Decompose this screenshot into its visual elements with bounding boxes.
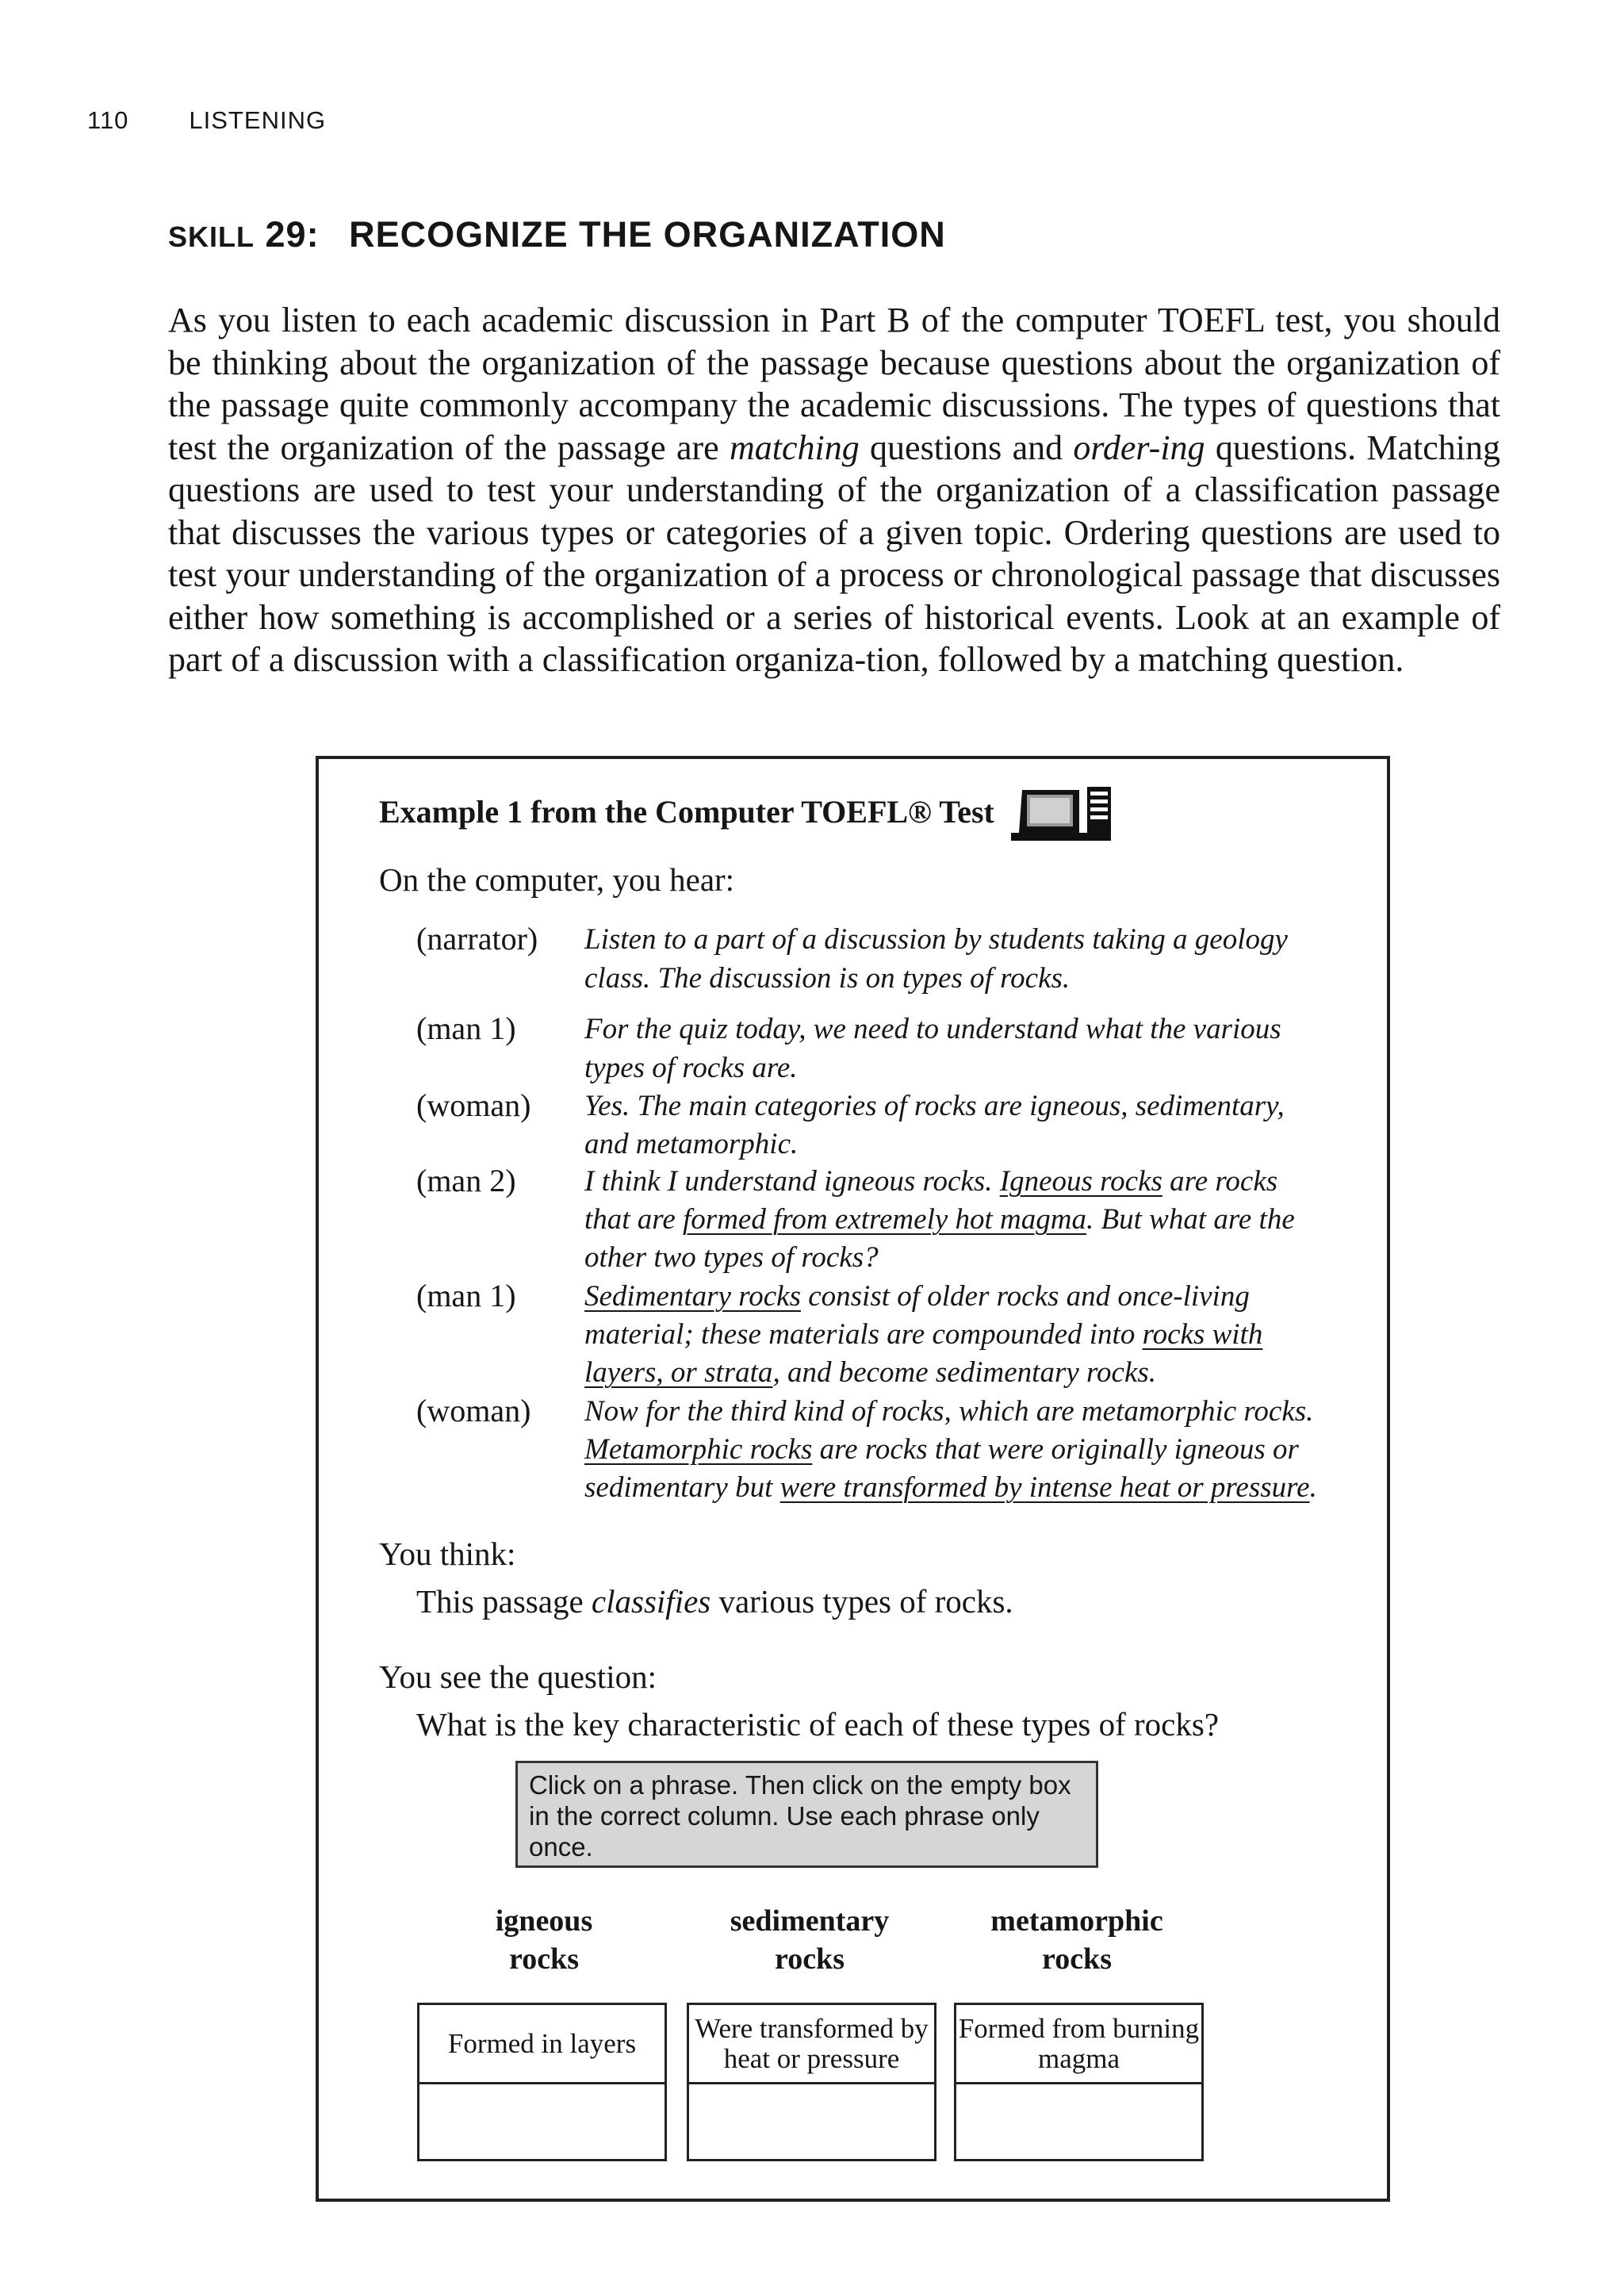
column-heading-line: rocks <box>1042 1942 1112 1976</box>
dialogue-line: class. The discussion is on types of rocks. <box>584 962 1071 995</box>
dialogue-line <box>584 1470 1317 1505</box>
dialogue-line <box>584 1355 1156 1390</box>
dialogue-line <box>584 1164 1277 1198</box>
intro-ordering: order-ing <box>1073 428 1205 467</box>
think-text-a: This passage <box>416 1583 592 1620</box>
line-text: . <box>1309 1471 1317 1504</box>
see-question-label: You see the question: <box>379 1658 657 1695</box>
line-text: I think I understand igneous rocks. <box>584 1165 1000 1198</box>
intro-paragraph <box>168 299 1500 681</box>
line-text: . But what are the <box>1086 1203 1295 1236</box>
dialogue-line <box>584 1202 1295 1237</box>
speaker-man-2: (man 2) <box>416 1163 516 1198</box>
think-text-b: various types of rocks. <box>710 1583 1013 1620</box>
intro-text-3: questions. Matching questions are used to test your understanding of the organization of a classification passage that discusses the various types or categories of a given topic. Ordering questions are used to test your understanding of the organization of a process or chronological passage that discusses either how something is accomplished or a series of historical events. Look at an example of part of a discussion with a classification organiza-tion, followed by a matching question. <box>168 428 1500 679</box>
instruction-box: Click on a phrase. Then click on the empty box in the correct column. Use each phrase only once. <box>515 1761 1098 1868</box>
column-heading-line: rocks <box>509 1942 579 1976</box>
section-name: LISTENING <box>189 106 327 134</box>
dialogue-line: Now for the third kind of rocks, which are metamorphic rocks. <box>584 1395 1314 1428</box>
column-heading-line: metamorphic <box>990 1904 1163 1938</box>
line-text: sedimentary but <box>584 1471 780 1504</box>
speaker-man-1: (man 1) <box>416 1278 516 1313</box>
underlined-phrase: rocks with <box>1142 1318 1263 1351</box>
dialogue-line: and metamorphic. <box>584 1128 799 1160</box>
skill-number: 29: <box>265 214 320 255</box>
phrase-were-transformed[interactable]: Were transformed by heat or pressure <box>687 2003 936 2084</box>
underlined-phrase: formed from extremely hot magma <box>683 1203 1087 1236</box>
hear-label: On the computer, you hear: <box>379 861 735 898</box>
question-text: What is the key characteristic of each of these types of rocks? <box>416 1706 1220 1743</box>
think-text <box>416 1582 1013 1620</box>
phrase-formed-in-layers[interactable]: Formed in layers <box>417 2003 667 2084</box>
dialogue-line <box>584 1432 1299 1467</box>
page-number: 110 <box>87 106 129 134</box>
skill-heading <box>168 214 946 255</box>
line-text: that are <box>584 1203 684 1236</box>
skill-prefix: SKILL <box>168 220 255 253</box>
speaker-narrator: (narrator) <box>416 921 538 957</box>
underlined-phrase: Metamorphic rocks <box>584 1433 813 1466</box>
dialogue-line: Yes. The main categories of rocks are igneous, sedimentary, <box>584 1090 1285 1122</box>
phrase-formed-from-magma[interactable]: Formed from burning magma <box>954 2003 1204 2084</box>
column-heading-sedimentary <box>683 1902 936 1978</box>
column-heading-igneous <box>417 1902 671 1978</box>
computer-icon <box>1011 785 1114 842</box>
underlined-phrase: were transformed by intense heat or pressure <box>779 1471 1310 1504</box>
column-heading-metamorphic <box>950 1902 1204 1978</box>
line-text: are rocks <box>1162 1165 1278 1198</box>
intro-text-1: As you listen to each academic discussion in Part B of the computer TOEFL test, you should be thinking about the organization of the passage because questions about the organization of the passage quite commonly accompany the academic discussions. The types of questions that test the organization of the passage are <box>168 301 1500 467</box>
answer-box-sedimentary[interactable] <box>687 2082 936 2161</box>
skill-title: RECOGNIZE THE ORGANIZATION <box>349 214 946 255</box>
line-text: material; these materials are compounded into <box>584 1318 1143 1351</box>
column-heading-line: sedimentary <box>730 1904 890 1938</box>
dialogue-line: For the quiz today, we need to understand what the various <box>584 1013 1281 1045</box>
dialogue-line <box>584 1317 1262 1352</box>
answer-box-metamorphic[interactable] <box>954 2082 1204 2161</box>
think-text-em: classifies <box>591 1583 711 1620</box>
line-text: consist of older rocks and once-living <box>800 1280 1250 1313</box>
think-label: You think: <box>379 1536 516 1572</box>
dialogue-line: types of rocks are. <box>584 1052 798 1084</box>
intro-text-2: questions and <box>859 428 1074 467</box>
running-header <box>87 106 326 135</box>
dialogue-line: other two types of rocks? <box>584 1241 879 1274</box>
speaker-man-1: (man 1) <box>416 1010 516 1046</box>
dialogue-line: Listen to a part of a discussion by students taking a geology <box>584 923 1288 956</box>
intro-matching: matching <box>730 428 860 467</box>
underlined-phrase: layers, or strata <box>584 1356 773 1389</box>
underlined-phrase: Igneous rocks <box>999 1165 1162 1198</box>
dialogue-line <box>584 1279 1250 1313</box>
column-heading-line: rocks <box>775 1942 845 1976</box>
underlined-phrase: Sedimentary rocks <box>584 1280 801 1313</box>
speaker-woman: (woman) <box>416 1087 531 1123</box>
line-text: , and become sedimentary rocks. <box>772 1356 1157 1389</box>
answer-box-igneous[interactable] <box>417 2082 667 2161</box>
column-heading-line: igneous <box>495 1904 593 1938</box>
line-text: are rocks that were originally igneous or <box>812 1433 1299 1466</box>
example-title: Example 1 from the Computer TOEFL® Test <box>379 794 994 830</box>
speaker-woman: (woman) <box>416 1393 531 1428</box>
